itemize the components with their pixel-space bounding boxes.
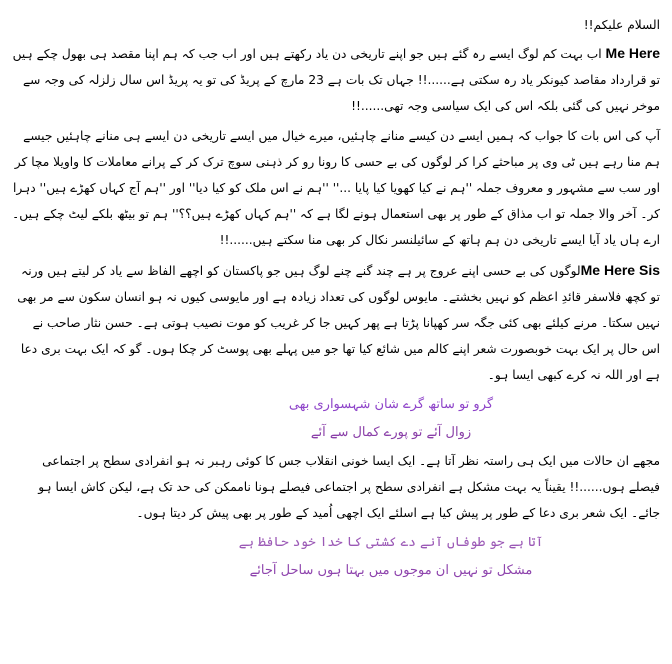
paragraph-2: آپ کی اس بات کا جواب کہ ہمیں ایسے دن کیسے منانے چاہئیں، میرے خیال میں ایسے تاریخی دن ایسے ہی منانے چاہئیں جیسے ہم منا رہے ہیں ٹی وی پر مباحثے کرا کر لوگوں کی بے حسی کا رونا رو کر ذہنی سوچ ترک کر کے پرانے معاملات کا واویلا مچا کر اور سب سے مشہور و معروف جملہ ''ہم نے کیا کھویا کیا پایا ...'' ''ہم نے اس ملک کو کیا دیا'' اور ''ہم آج کہاں کھڑے ہیں'' دہرا کر۔ آخر والا جملہ تو اب مذاق کے طور پر بھی استعمال ہونے لگا ہے کہ ''ہم کہاں کھڑے ہیں؟؟'' ہم تو بیٹھ بلکے لیٹ چکے ہیں۔ ارے ہاں یاد آیا ایسے تاریخی دن ہم ہاتھ کے سائیلنسر نکال کر بھی منا سکتے ہیں......!! (12, 129, 660, 247)
forum-post-body (12, 12, 660, 584)
quote-username-me-here-sis: Me Here Sis (580, 262, 660, 278)
verse-2-line-1: آتا ہے جو طوفاں آنے دے کشتی کا خدا خود حافظ ہے (238, 535, 544, 550)
verse-1-line-2: زوال آئے تو پورے کمال سے آئے (310, 425, 472, 440)
paragraph-3-text: لوگوں کی بے حسی اپنے عروج پر ہے چند گنے چنے لوگ ہیں جو پاکستان کو اچھے الفاظ سے یاد کر لیتے ہیں ورنہ تو کچھ فلاسفر قائدِ اعظم کو نہیں بخشتے۔ مایوس لوگوں کی تعداد زیادہ ہے اور مایوسی کیوں نہ ہو انسان سکون سے مر بھی نہیں سکتا۔ مرنے کیلئے بھی کئی جگہ سر کھپانا پڑتا ہے پھر کہیں جا کر غریب کو موت نصیب ہوتی ہے۔ حسن نثار صاحب نے اس حال پر ایک بہت خوبصورت شعر اپنے کالم میں شائع کیا تھا جو میں پہلے بھی پوسٹ کر چکا ہوں۔ گو کہ ایک بہت بری دعا ہے اور اللہ نہ کرے کبھی ایسا ہو۔ (17, 264, 660, 382)
paragraph-4: مجھے ان حالات میں ایک ہی راستہ نظر آتا ہے۔ ایک ایسا خونی انقلاب جس کا کوئی رہبر نہ ہو انفرادی سطح پر اجتماعی فیصلے ہوں......!! یقیناً یہ بہت مشکل ہے انفرادی سطح پر اجتماعی فیصلے ہونا ناممکن کی حد تک ہے، لیکن کاش ایسا ہو جائے۔ ایک شعر بری دعا کے طور پر پیش کیا ہے اسلئے ایک اچھی اُمید کے طور پر بھی پیش کر دیتا ہوں۔ (38, 454, 660, 520)
greeting: السلام علیکم!! (583, 18, 660, 32)
quoted-paragraph-3 (12, 257, 660, 388)
verse-1-line-1: گرو تو ساتھ گرے شان شہسواری بھی (288, 397, 494, 412)
verse-2-line-2: مشکل تو نہیں ان موجوں میں بہتا ہوں ساحل آجائے (249, 563, 533, 578)
paragraph-1-text: اب بہت کم لوگ ایسے رہ گئے ہیں جو اپنے تاریخی دن یاد رکھتے ہیں اور اب جب کہ ہم اپنا مقصد ہی بھول چکے ہیں تو قرارداد مقاصد کیونکر یاد رہ سکتی ہے......!! جہاں تک بات ہے 23 مارچ کے پریڈ کی تو یہ پریڈ اس سال زلزلہ کی وجہ سے موخر نہیں کی گئی بلکہ اس کی ایک سیاسی وجہ تھی......!! (12, 47, 660, 113)
quoted-paragraph-1 (12, 40, 660, 119)
quote-username-me-here: Me Here (605, 45, 660, 61)
